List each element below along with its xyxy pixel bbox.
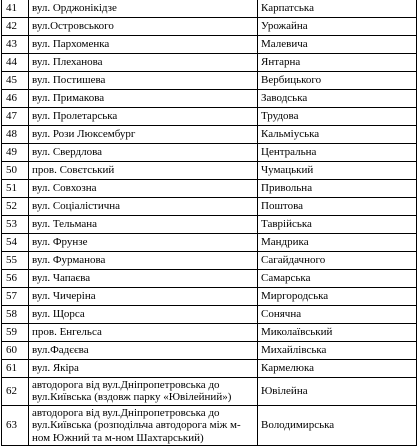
table-row bbox=[2, 378, 417, 406]
new-street-name-cell: Урожайна bbox=[258, 18, 417, 36]
old-street-name-cell: вул. Свердлова bbox=[29, 144, 258, 162]
row-number-cell: 55 bbox=[2, 252, 29, 270]
old-street-name-cell: автодорога від вул.Дніпропетровська до вул.Київська (розподільча автодорога між м-ном Южний та м-ном Шахтарський) bbox=[29, 405, 258, 445]
row-number-cell: 56 bbox=[2, 270, 29, 288]
old-street-name-cell: вул. Орджонікідзе bbox=[29, 0, 258, 18]
table-row bbox=[2, 126, 417, 144]
table-row bbox=[2, 180, 417, 198]
new-street-name-cell: Привольна bbox=[258, 180, 417, 198]
new-street-name-cell: Михайлівська bbox=[258, 342, 417, 360]
new-street-name-cell: Самарська bbox=[258, 270, 417, 288]
new-street-name-cell: Таврійська bbox=[258, 216, 417, 234]
old-street-name-cell: вул. Тельмана bbox=[29, 216, 258, 234]
new-street-name-cell: Кармелюка bbox=[258, 360, 417, 378]
table-row bbox=[2, 270, 417, 288]
row-number-cell: 60 bbox=[2, 342, 29, 360]
row-number-cell: 48 bbox=[2, 126, 29, 144]
row-number-cell: 57 bbox=[2, 288, 29, 306]
row-number-cell: 51 bbox=[2, 180, 29, 198]
table-row bbox=[2, 162, 417, 180]
table-row bbox=[2, 36, 417, 54]
row-number-cell: 62 bbox=[2, 378, 29, 406]
old-street-name-cell: вул. Чичеріна bbox=[29, 288, 258, 306]
old-street-name-cell: вул. Рози Люксембург bbox=[29, 126, 258, 144]
row-number-cell: 59 bbox=[2, 324, 29, 342]
old-street-name-cell: вул.Островського bbox=[29, 18, 258, 36]
new-street-name-cell: Чумацький bbox=[258, 162, 417, 180]
table-row bbox=[2, 234, 417, 252]
old-street-name-cell: вул. Якіра bbox=[29, 360, 258, 378]
old-street-name-cell: вул. Плеханова bbox=[29, 54, 258, 72]
new-street-name-cell: Трудова bbox=[258, 108, 417, 126]
old-street-name-cell: пров. Совєтський bbox=[29, 162, 258, 180]
table-row bbox=[2, 252, 417, 270]
old-street-name-cell: вул. Пролетарська bbox=[29, 108, 258, 126]
table-row bbox=[2, 405, 417, 445]
row-number-cell: 41 bbox=[2, 0, 29, 18]
table-row bbox=[2, 108, 417, 126]
row-number-cell: 58 bbox=[2, 306, 29, 324]
new-street-name-cell: Мандрика bbox=[258, 234, 417, 252]
new-street-name-cell: Карпатська bbox=[258, 0, 417, 18]
new-street-name-cell: Миргородська bbox=[258, 288, 417, 306]
new-street-name-cell: Центральна bbox=[258, 144, 417, 162]
row-number-cell: 63 bbox=[2, 405, 29, 445]
row-number-cell: 53 bbox=[2, 216, 29, 234]
table-row bbox=[2, 90, 417, 108]
row-number-cell: 44 bbox=[2, 54, 29, 72]
new-street-name-cell: Ювілейна bbox=[258, 378, 417, 406]
new-street-name-cell: Вербицького bbox=[258, 72, 417, 90]
old-street-name-cell: вул. Примакова bbox=[29, 90, 258, 108]
new-street-name-cell: Сагайдачного bbox=[258, 252, 417, 270]
table-row bbox=[2, 342, 417, 360]
old-street-name-cell: автодорога від вул.Дніпропетровська до вул.Київська (вздовж парку «Ювілейний») bbox=[29, 378, 258, 406]
old-street-name-cell: вул. Фурманова bbox=[29, 252, 258, 270]
street-rename-table bbox=[1, 0, 417, 446]
new-street-name-cell: Сонячна bbox=[258, 306, 417, 324]
row-number-cell: 45 bbox=[2, 72, 29, 90]
table-row bbox=[2, 288, 417, 306]
table-row bbox=[2, 0, 417, 18]
new-street-name-cell: Володимирська bbox=[258, 405, 417, 445]
old-street-name-cell: вул. Совхозна bbox=[29, 180, 258, 198]
new-street-name-cell: Миколаївський bbox=[258, 324, 417, 342]
new-street-name-cell: Кальміуська bbox=[258, 126, 417, 144]
street-rename-table-body bbox=[2, 0, 417, 446]
table-row bbox=[2, 18, 417, 36]
row-number-cell: 50 bbox=[2, 162, 29, 180]
old-street-name-cell: вул. Соціалістична bbox=[29, 198, 258, 216]
old-street-name-cell: вул. Фрунзе bbox=[29, 234, 258, 252]
old-street-name-cell: вул. Щорса bbox=[29, 306, 258, 324]
row-number-cell: 47 bbox=[2, 108, 29, 126]
old-street-name-cell: вул. Пархоменка bbox=[29, 36, 258, 54]
new-street-name-cell: Поштова bbox=[258, 198, 417, 216]
row-number-cell: 46 bbox=[2, 90, 29, 108]
table-row bbox=[2, 324, 417, 342]
old-street-name-cell: вул. Чапаєва bbox=[29, 270, 258, 288]
new-street-name-cell: Янтарна bbox=[258, 54, 417, 72]
table-row bbox=[2, 72, 417, 90]
row-number-cell: 43 bbox=[2, 36, 29, 54]
table-row bbox=[2, 360, 417, 378]
table-row bbox=[2, 144, 417, 162]
table-row bbox=[2, 198, 417, 216]
row-number-cell: 49 bbox=[2, 144, 29, 162]
row-number-cell: 42 bbox=[2, 18, 29, 36]
row-number-cell: 54 bbox=[2, 234, 29, 252]
new-street-name-cell: Малевича bbox=[258, 36, 417, 54]
old-street-name-cell: пров. Енгельса bbox=[29, 324, 258, 342]
table-row bbox=[2, 216, 417, 234]
row-number-cell: 52 bbox=[2, 198, 29, 216]
old-street-name-cell: вул.Фадєєва bbox=[29, 342, 258, 360]
old-street-name-cell: вул. Постишева bbox=[29, 72, 258, 90]
new-street-name-cell: Заводська bbox=[258, 90, 417, 108]
row-number-cell: 61 bbox=[2, 360, 29, 378]
table-row bbox=[2, 306, 417, 324]
table-row bbox=[2, 54, 417, 72]
